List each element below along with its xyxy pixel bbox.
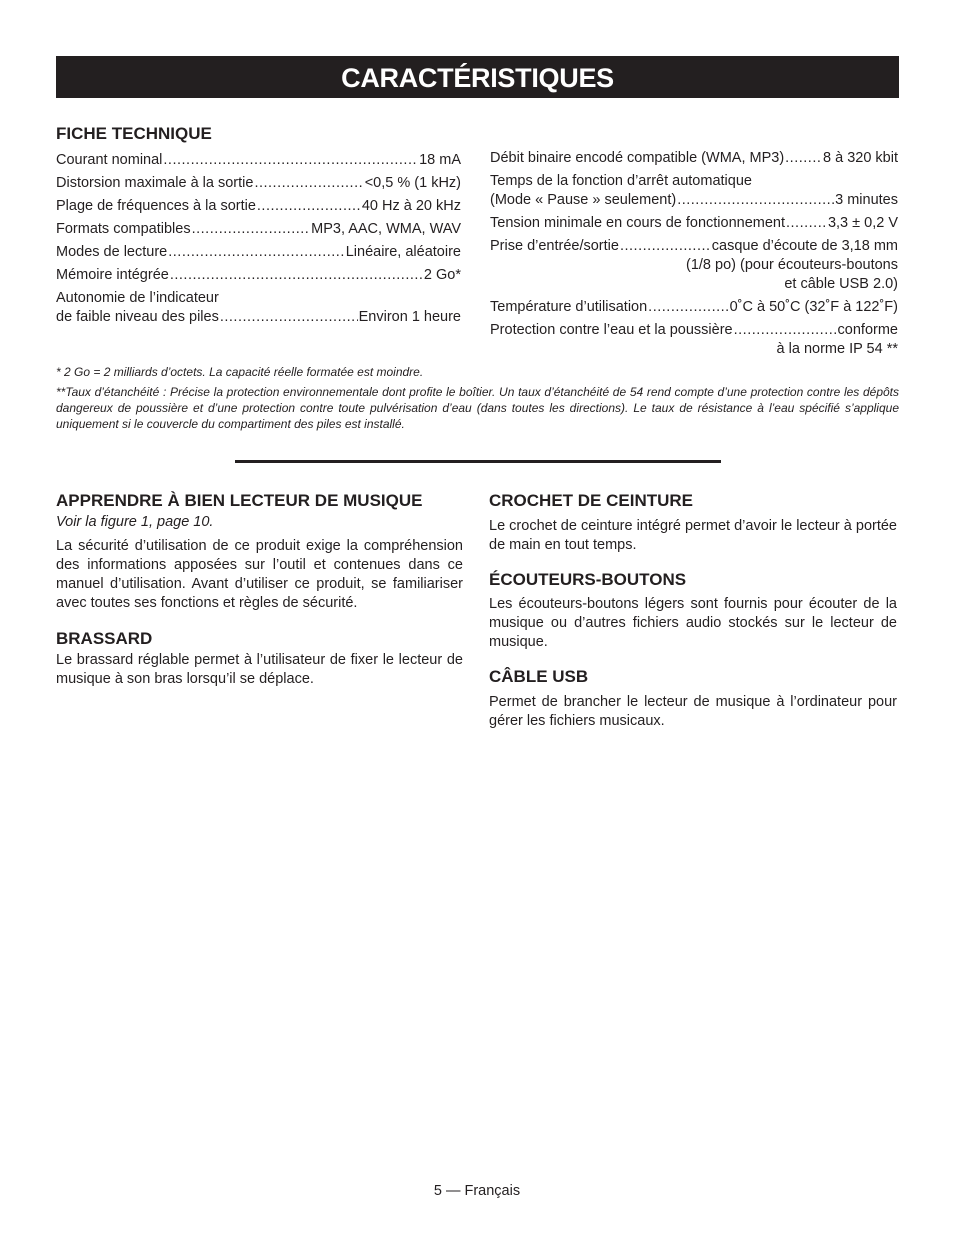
section-heading: APPRENDRE À BIEN LECTEUR DE MUSIQUE [56,491,423,510]
dot-leader [785,149,822,168]
spec-row [56,220,461,239]
spec-row [56,266,461,285]
spec-item [56,243,461,262]
spec-value: conforme [837,322,898,338]
spec-value: Environ 1 heure [358,309,461,325]
spec-label: Distorsion maximale à la sortie [56,175,254,191]
spec-row [490,191,898,210]
spec-label: de faible niveau des piles [56,309,219,325]
spec-label: Courant nominal [56,152,163,168]
dot-leader [192,220,311,239]
footnotes [56,364,899,436]
spec-label: Prise d’entrée/sortie [490,238,619,254]
spec-item [490,149,898,168]
section-body: Le crochet de ceinture intégré permet d’avoir le lecteur à portée de main en tout temps. [489,518,897,553]
spec-label: Débit binaire encodé compatible (WMA, MP3) [490,150,785,166]
dot-leader [257,197,361,216]
dot-leader [220,308,358,327]
spec-item [56,174,461,193]
spec-value: Linéaire, aléatoire [345,244,461,260]
spec-row [56,174,461,193]
spec-label: Tension minimale en cours de fonctionnement [490,215,785,231]
spec-value: 3 minutes [835,192,898,208]
section-divider [235,460,721,463]
spec-value: 3,3 ± 0,2 V [827,215,898,231]
spec-item [490,172,898,210]
spec-label: Formats compatibles [56,221,191,237]
section-body: Les écouteurs-boutons légers sont fournis pour écouter de la musique ou d’autres fichiers audio stockés sur le lecteur de musique. [489,596,897,650]
sections-left [56,491,463,689]
spec-value: 8 à 320 kbit [823,150,898,166]
specs-heading: FICHE TECHNIQUE [56,124,212,143]
spec-row [490,149,898,168]
dot-leader [648,298,728,317]
dot-leader [163,151,418,170]
spec-value: 18 mA [419,152,461,168]
spec-value: MP3, AAC, WMA, WAV [311,221,461,237]
spec-row [56,151,461,170]
section-body: Permet de brancher le lecteur de musique à l’ordinateur pour gérer les fichiers musicaux. [489,694,897,729]
dot-leader [734,321,837,340]
dot-leader [620,237,711,256]
spec-row [490,321,898,340]
spec-row [490,298,898,317]
section-heading: CÂBLE USB [489,667,589,686]
spec-label: Modes de lecture [56,244,168,260]
spec-item [490,237,898,294]
spec-item [56,220,461,239]
spec-value-continuation: (1/8 po) (pour écouteurs-boutons [686,257,898,273]
section-heading: BRASSARD [56,629,153,648]
spec-item [56,289,461,327]
spec-row [56,243,461,262]
footnote-ip-rating: **Taux d’étanchéité : Précise la protection environnementale dont profite le boîtier. Un taux d’étanchéité de 54 rend compte d’une protection contre les dépôts dangereux de poussière et d’une protection contre toute pulvérisation d’eau (dans toutes les directions). Le taux de résistance à l’eau spécifié s’applique uniquement si le couvercle du compartiment des piles est installé. [56,385,899,431]
section-body: Le brassard réglable permet à l’utilisateur de fixer le lecteur de musique à son bras lorsqu’il se déplace. [56,652,463,687]
spec-value: casque d’écoute de 3,18 mm [711,238,898,254]
spec-value-continuation: et câble USB 2.0) [784,276,898,292]
figure-reference: Voir la figure 1, page 10. [56,514,214,530]
page-footer: 5 — Français [433,1183,521,1199]
spec-column-right [490,149,898,363]
footnote-memory: * 2 Go = 2 milliards d’octets. La capacité réelle formatée est moindre. [56,365,424,379]
spec-label: Plage de fréquences à la sortie [56,198,256,214]
spec-row [56,308,461,327]
spec-label: Température d’utilisation [490,299,648,315]
spec-label-line: Autonomie de l’indicateur [56,290,219,306]
dot-leader [254,174,363,193]
spec-row [490,214,898,233]
spec-value: 0˚C à 50˚C (32˚F à 122˚F) [729,299,898,315]
spec-row [56,197,461,216]
spec-item [56,266,461,285]
spec-column-left [56,124,461,331]
sections-right [489,491,897,731]
spec-item [490,214,898,233]
spec-value: <0,5 % (1 kHz) [364,175,461,191]
spec-label: Protection contre l’eau et la poussière [490,322,733,338]
dot-leader [786,214,827,233]
dot-leader [168,243,344,262]
spec-item [56,151,461,170]
section-heading: CROCHET DE CEINTURE [489,491,694,510]
section-body: La sécurité d’utilisation de ce produit exige la compréhension des informations apposées sur l’outil et contenues dans ce manuel d’utilisation. Avant d’utiliser ce produit, se familiariser avec toutes ses fonctions et règles de sécurité. [56,538,463,611]
spec-value: 40 Hz à 20 kHz [361,198,461,214]
spec-label: Mémoire intégrée [56,267,169,283]
spec-item [490,298,898,317]
dot-leader [677,191,834,210]
spec-value: 2 Go* [423,267,461,283]
section-heading: ÉCOUTEURS-BOUTONS [489,570,687,589]
spec-value-continuation: à la norme IP 54 ** [776,341,898,357]
page-title: CARACTÉRISTIQUES [56,56,899,98]
spec-item [490,321,898,359]
spec-row [490,237,898,256]
spec-label-line: Temps de la fonction d’arrêt automatique [490,173,752,189]
spec-item [56,197,461,216]
spec-label: (Mode « Pause » seulement) [490,192,677,208]
dot-leader [170,266,423,285]
